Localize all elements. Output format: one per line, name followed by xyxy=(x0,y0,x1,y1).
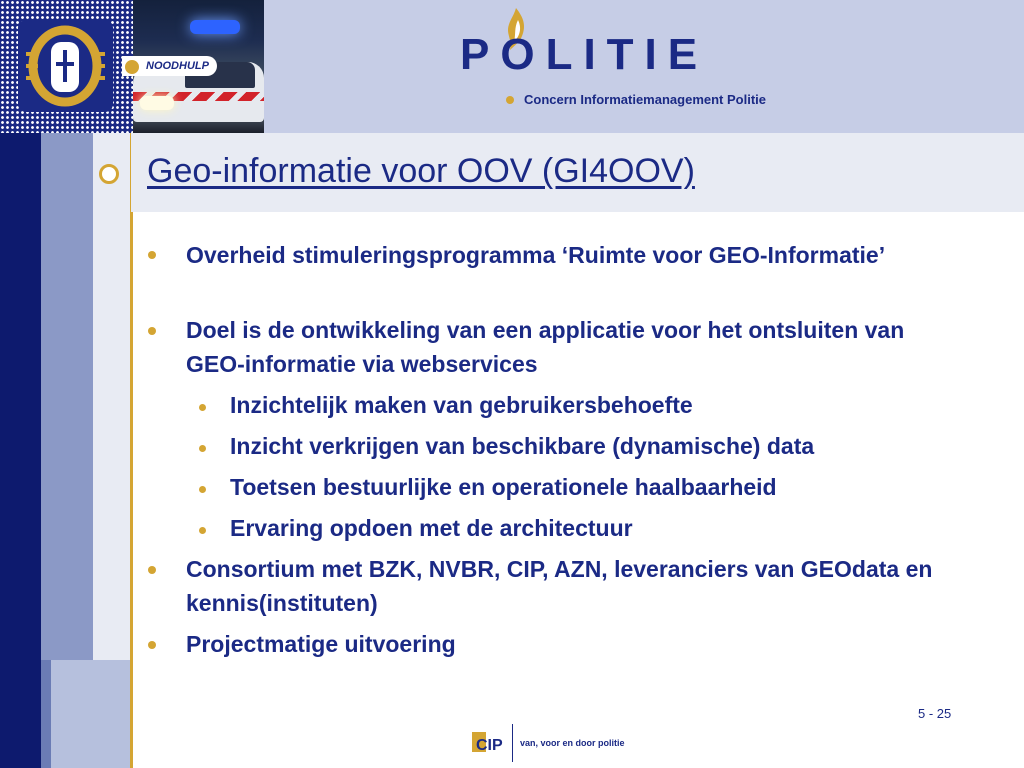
sub-bullet-item: Inzichtelijk maken van gebruikersbehoefte xyxy=(230,392,693,418)
page-number: 5 - 25 xyxy=(918,706,952,721)
sub-bullet-item: Ervaring opdoen met de architectuur xyxy=(230,515,633,541)
bullet-item: Consortium met BZK, NVBR, CIP, AZN, leveranciers van GEOdata en kennis(instituten) xyxy=(186,556,933,616)
car-headlight xyxy=(140,96,174,110)
politie-logo-text: POLITIE xyxy=(460,30,709,79)
siren-light xyxy=(190,20,240,34)
police-emblem-icon xyxy=(18,20,113,112)
bullet-dot xyxy=(148,251,156,259)
footer-tagline: van, voor en door politie xyxy=(520,738,625,748)
slide-title: Geo-informatie voor OOV (GI4OOV) xyxy=(147,152,695,190)
sub-bullet-item: Toetsen bestuurlijke en operationele haalbaarheid xyxy=(230,474,777,500)
sub-bullet-dot xyxy=(199,445,206,452)
gold-divider-line xyxy=(130,133,133,768)
sub-bullet-dot xyxy=(199,486,206,493)
bullet-dot xyxy=(148,641,156,649)
title-bullet-icon xyxy=(99,164,119,184)
bullet-dot xyxy=(148,327,156,335)
badge-dot xyxy=(124,59,140,75)
sub-bullet-dot xyxy=(199,404,206,411)
footer-divider xyxy=(512,724,513,762)
bullet-dot xyxy=(148,566,156,574)
left-stripe-bottom xyxy=(51,660,131,768)
sub-bullet-dot xyxy=(199,527,206,534)
noodhulp-badge: NOODHULP xyxy=(122,56,217,76)
cip-logo-icon xyxy=(472,728,508,756)
sub-bullet-item: Inzicht verkrijgen van beschikbare (dynamische) data xyxy=(230,433,815,459)
left-stripe-navy xyxy=(0,133,41,768)
left-stripe-accent xyxy=(41,660,51,768)
bullet-item: Projectmatige uitvoering xyxy=(186,631,456,657)
subtitle-dot xyxy=(506,96,514,104)
bullet-item: Doel is de ontwikkeling van een applicatie voor het ontsluiten van GEO-informatie via webservices xyxy=(186,317,905,377)
cip-logo-text: CIP xyxy=(476,737,503,754)
police-emblem xyxy=(18,20,113,112)
header-subtitle: Concern Informatiemanagement Politie xyxy=(524,92,766,107)
bullet-item: Overheid stimuleringsprogramma ‘Ruimte voor GEO-Informatie’ xyxy=(186,242,886,268)
slide-header xyxy=(0,0,1024,133)
